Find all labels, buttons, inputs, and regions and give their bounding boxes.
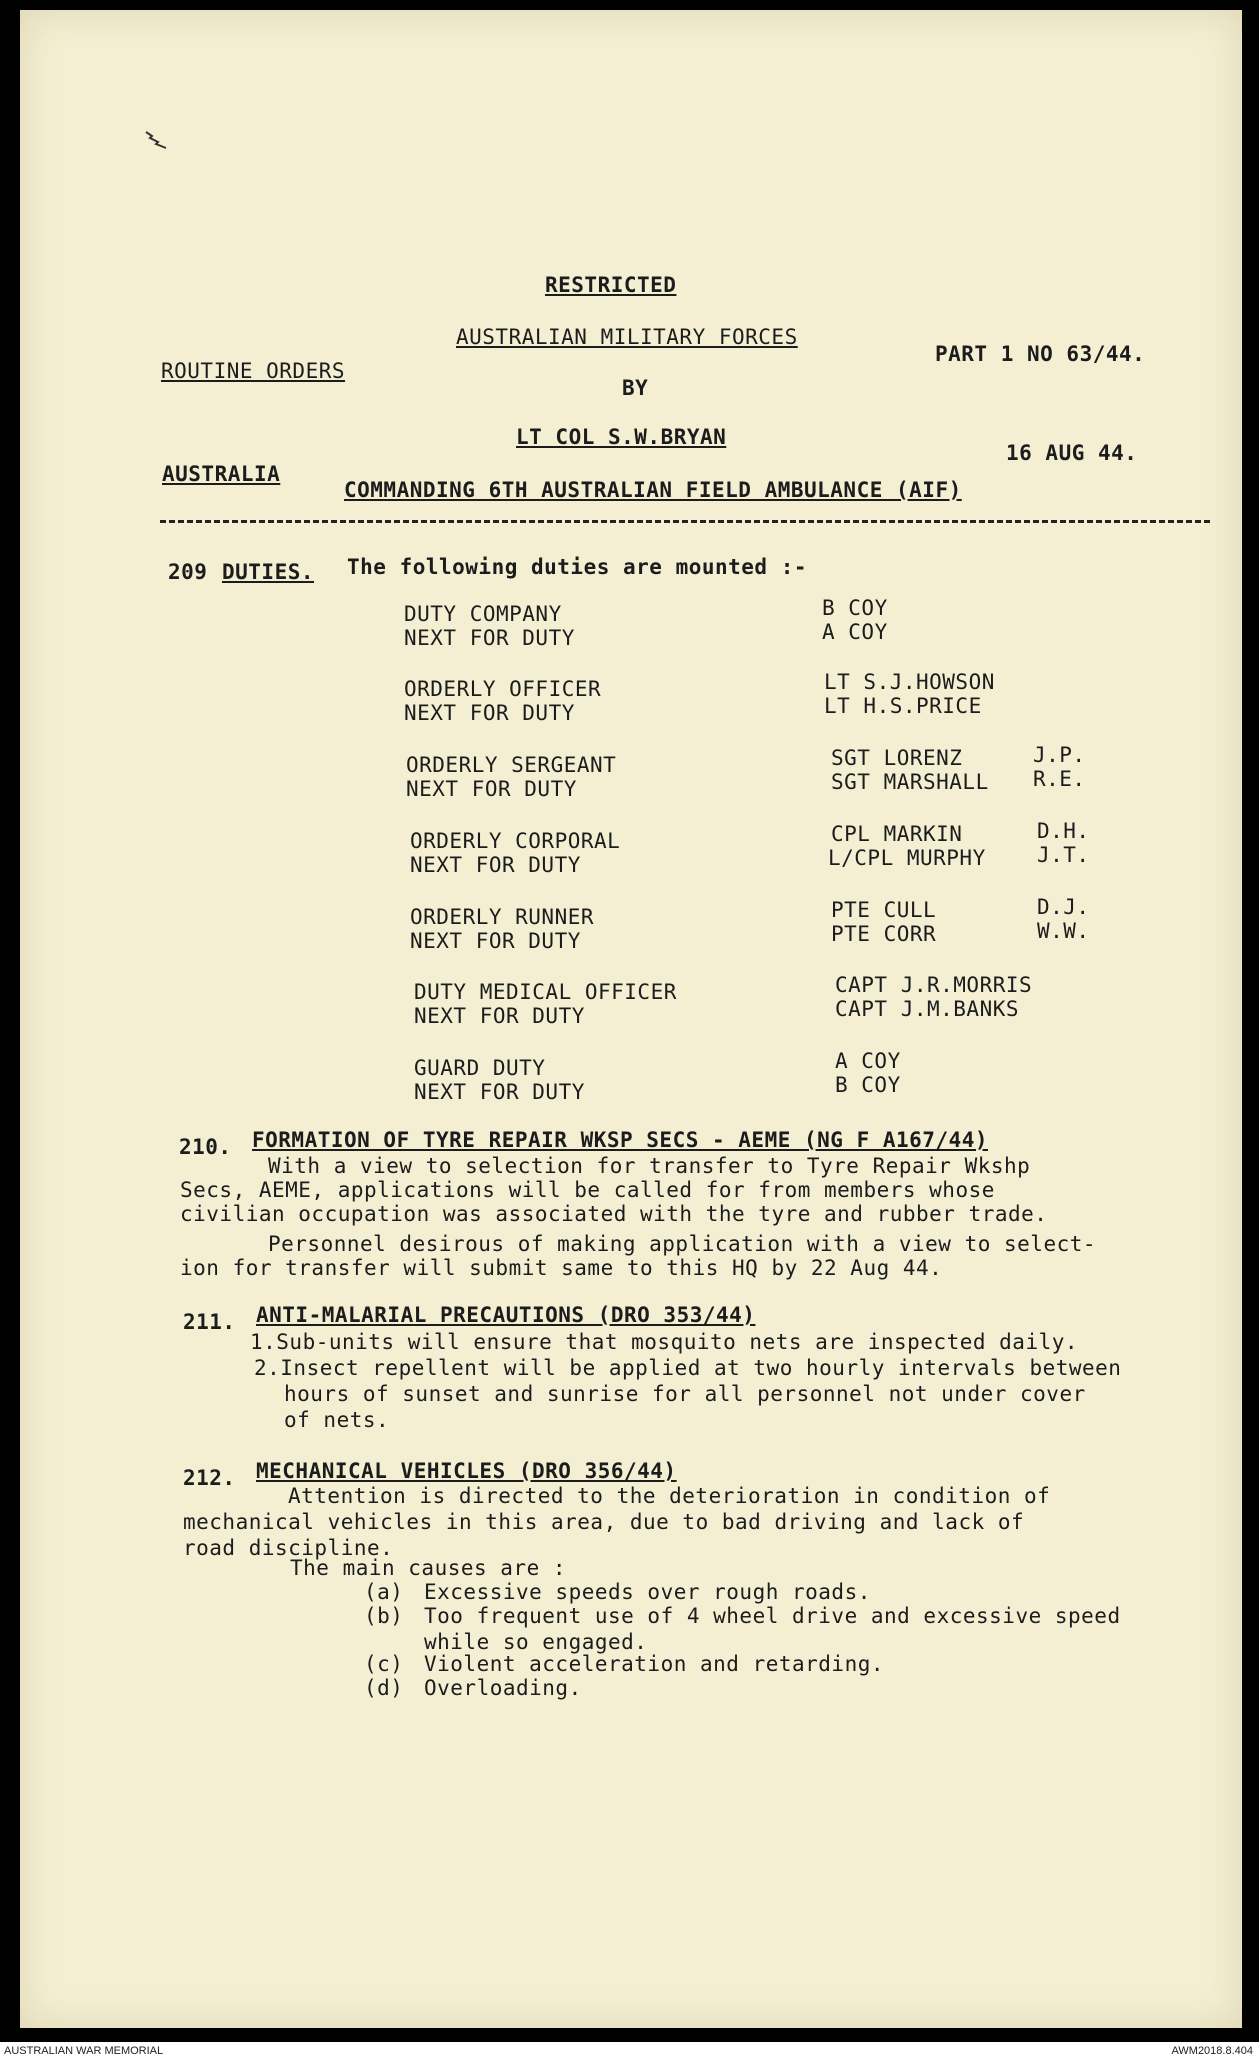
- cause-text: Too frequent use of 4 wheel drive and excessive speed: [424, 1604, 1121, 1628]
- by-label: BY: [622, 376, 649, 400]
- duties-intro: The following duties are mounted :-: [347, 555, 808, 579]
- duty-assignee: B COY: [822, 596, 888, 620]
- cause-label: (d): [364, 1676, 404, 1700]
- duties-number: 209: [168, 560, 208, 584]
- order-211-number: 211.: [183, 1310, 236, 1334]
- duty-initials: D.J.: [1037, 895, 1090, 919]
- duty-assignee: A COY: [835, 1049, 901, 1073]
- duty-assignee: CAPT J.M.BANKS: [835, 997, 1020, 1021]
- duty-assignee: SGT MARSHALL: [831, 770, 989, 794]
- order-210-number: 210.: [179, 1135, 232, 1159]
- duty-role: ORDERLY RUNNER: [410, 905, 595, 929]
- cause-label: (b): [364, 1604, 404, 1628]
- duty-assignee: LT S.J.HOWSON: [824, 670, 995, 694]
- order-210-line: ion for transfer will submit same to this HQ by 22 Aug 44.: [180, 1256, 943, 1280]
- duty-assignee: PTE CULL: [831, 898, 937, 922]
- duty-assignee: B COY: [835, 1073, 901, 1097]
- footer-institution: AUSTRALIAN WAR MEMORIAL: [4, 2045, 164, 2057]
- order-211-line: hours of sunset and sunrise for all personnel not under cover: [284, 1382, 1086, 1406]
- duty-role: NEXT FOR DUTY: [404, 701, 575, 725]
- duty-assignee: A COY: [822, 620, 888, 644]
- duty-role: NEXT FOR DUTY: [410, 929, 581, 953]
- order-212-number: 212.: [183, 1466, 236, 1490]
- duty-assignee: L/CPL MURPHY: [828, 846, 986, 870]
- order-212-line: Attention is directed to the deterioration in condition of: [288, 1484, 1051, 1508]
- order-210-line: civilian occupation was associated with the tyre and rubber trade.: [180, 1202, 1048, 1226]
- duty-initials: D.H.: [1037, 819, 1090, 843]
- part-number: PART 1 NO 63/44.: [935, 342, 1146, 366]
- order-211-line: of nets.: [284, 1408, 390, 1432]
- duty-role: DUTY MEDICAL OFFICER: [414, 980, 677, 1004]
- duty-assignee: CAPT J.R.MORRIS: [835, 973, 1033, 997]
- duty-role: NEXT FOR DUTY: [414, 1004, 585, 1028]
- cause-text: Excessive speeds over rough roads.: [424, 1580, 871, 1604]
- order-211-line: 2.Insect repellent will be applied at two hourly intervals between: [254, 1356, 1122, 1380]
- document-page: [20, 10, 1242, 2028]
- header-divider: [160, 520, 1210, 523]
- order-210-line: Secs, AEME, applications will be called for from members whose: [180, 1178, 995, 1202]
- duty-assignee: PTE CORR: [831, 922, 937, 946]
- order-212-line: mechanical vehicles in this area, due to bad driving and lack of: [183, 1510, 1025, 1534]
- cause-label: (c): [364, 1652, 404, 1676]
- duty-initials: R.E.: [1033, 767, 1086, 791]
- duty-assignee: LT H.S.PRICE: [824, 694, 982, 718]
- cause-text: while so engaged.: [424, 1630, 648, 1654]
- order-210-line: Personnel desirous of making application with a view to select-: [268, 1232, 1097, 1256]
- cause-text: Overloading.: [424, 1676, 582, 1700]
- duties-heading: DUTIES.: [222, 560, 315, 584]
- duty-role: ORDERLY OFFICER: [404, 677, 602, 701]
- duty-role: NEXT FOR DUTY: [414, 1080, 585, 1104]
- commander-name: LT COL S.W.BRYAN: [516, 425, 727, 449]
- order-212-heading: MECHANICAL VEHICLES (DRO 356/44): [256, 1459, 677, 1483]
- duty-initials: J.P.: [1033, 743, 1086, 767]
- forces-heading: AUSTRALIAN MILITARY FORCES: [456, 325, 798, 349]
- routine-orders-label: ROUTINE ORDERS: [161, 359, 346, 383]
- cause-text: Violent acceleration and retarding.: [424, 1652, 885, 1676]
- footer-accession: AWM2018.8.404: [1171, 2045, 1253, 2057]
- ink-speck-mark: [144, 128, 170, 150]
- order-212-line: road discipline.: [183, 1536, 394, 1560]
- archive-footer: [0, 2042, 1259, 2061]
- classification-heading: RESTRICTED: [545, 273, 677, 297]
- order-211-line: 1.Sub-units will ensure that mosquito nets are inspected daily.: [250, 1330, 1079, 1354]
- duty-assignee: CPL MARKIN: [831, 822, 963, 846]
- duty-role: DUTY COMPANY: [404, 602, 562, 626]
- cause-label: (a): [364, 1580, 404, 1604]
- location-label: AUSTRALIA: [162, 462, 281, 486]
- order-date: 16 AUG 44.: [1006, 441, 1138, 465]
- duty-role: GUARD DUTY: [414, 1056, 546, 1080]
- duty-role: ORDERLY CORPORAL: [410, 829, 621, 853]
- duty-role: NEXT FOR DUTY: [410, 853, 581, 877]
- order-212-line: The main causes are :: [290, 1556, 567, 1580]
- duty-initials: W.W.: [1037, 919, 1090, 943]
- duty-role: NEXT FOR DUTY: [404, 626, 575, 650]
- order-211-heading: ANTI-MALARIAL PRECAUTIONS (DRO 353/44): [256, 1303, 756, 1327]
- duty-role: NEXT FOR DUTY: [406, 777, 577, 801]
- command-title: COMMANDING 6TH AUSTRALIAN FIELD AMBULANCE (AIF): [344, 478, 962, 502]
- duty-initials: J.T.: [1037, 843, 1090, 867]
- order-210-heading: FORMATION OF TYRE REPAIR WKSP SECS - AEME (NG F A167/44): [252, 1128, 989, 1152]
- duty-assignee: SGT LORENZ: [831, 746, 963, 770]
- duty-role: ORDERLY SERGEANT: [406, 753, 617, 777]
- order-210-line: With a view to selection for transfer to Tyre Repair Wkshp: [268, 1154, 1031, 1178]
